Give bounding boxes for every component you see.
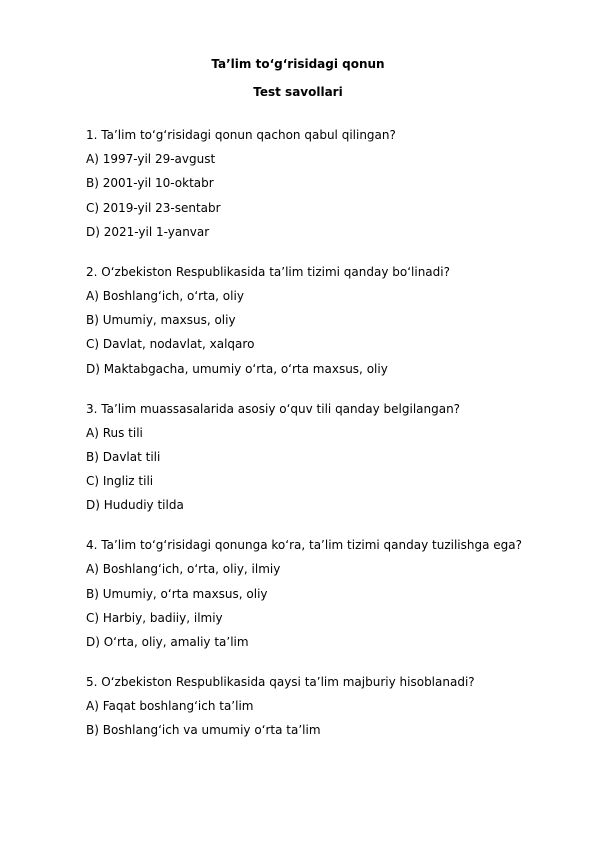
question-text: 4. Ta’lim to‘g‘risidagi qonunga ko‘ra, ta’lim tizimi qanday tuzilishga ega? bbox=[86, 538, 522, 553]
answer-option-d: D) O‘rta, oliy, amaliy ta’lim bbox=[86, 635, 249, 649]
answer-option-b: B) Umumiy, maxsus, oliy bbox=[86, 313, 236, 328]
question-list bbox=[86, 127, 576, 762]
question-text: 3. Ta’lim muassasalarida asosiy o‘quv tili qanday belgilangan? bbox=[86, 401, 461, 416]
answer-option-c: C) Davlat, nodavlat, xalqaro bbox=[86, 337, 255, 352]
answer-option-c: C) 2019-yil 23-sentabr bbox=[86, 200, 221, 215]
answer-option-b: B) Davlat tili bbox=[86, 449, 161, 464]
question-1 bbox=[86, 127, 576, 240]
answer-option-d: D) Maktabgacha, umumiy o‘rta, o‘rta maxsus, oliy bbox=[86, 361, 388, 376]
answer-option-b: B) Umumiy, o‘rta maxsus, oliy bbox=[86, 586, 268, 601]
answer-option-d: D) 2021-yil 1-yanvar bbox=[86, 224, 210, 239]
answer-option-d: D) Hududiy tilda bbox=[86, 498, 184, 513]
question-text: 1. Ta’lim to‘g‘risidagi qonun qachon qabul qilingan? bbox=[86, 128, 396, 142]
answer-option-c: C) Ingliz tili bbox=[86, 474, 154, 489]
question-4 bbox=[86, 537, 576, 650]
answer-option-a: A) Faqat boshlang‘ich ta’lim bbox=[86, 699, 254, 714]
answer-option-a: A) Boshlang‘ich, o‘rta, oliy bbox=[86, 288, 244, 303]
document-title: Ta’lim to‘g‘risidagi qonun bbox=[211, 57, 385, 71]
answer-option-a: A) 1997-yil 29-avgust bbox=[86, 152, 216, 167]
answer-option-c: C) Harbiy, badiiy, ilmiy bbox=[86, 610, 223, 625]
document-subtitle: Test savollari bbox=[253, 85, 343, 99]
question-3 bbox=[86, 401, 576, 514]
question-text: 5. O‘zbekiston Respublikasida qaysi ta’lim majburiy hisoblanadi? bbox=[86, 675, 475, 689]
answer-option-a: A) Boshlang‘ich, o‘rta, oliy, ilmiy bbox=[86, 562, 281, 577]
question-2 bbox=[86, 264, 576, 377]
answer-option-b: B) Boshlang‘ich va umumiy o‘rta ta’lim bbox=[86, 723, 321, 738]
document-header bbox=[0, 56, 596, 100]
answer-option-a: A) Rus tili bbox=[86, 425, 143, 440]
answer-option-b: B) 2001-yil 10-oktabr bbox=[86, 176, 214, 191]
question-5 bbox=[86, 674, 576, 738]
question-text: 2. O‘zbekiston Respublikasida ta’lim tizimi qanday bo‘linadi? bbox=[86, 264, 450, 279]
